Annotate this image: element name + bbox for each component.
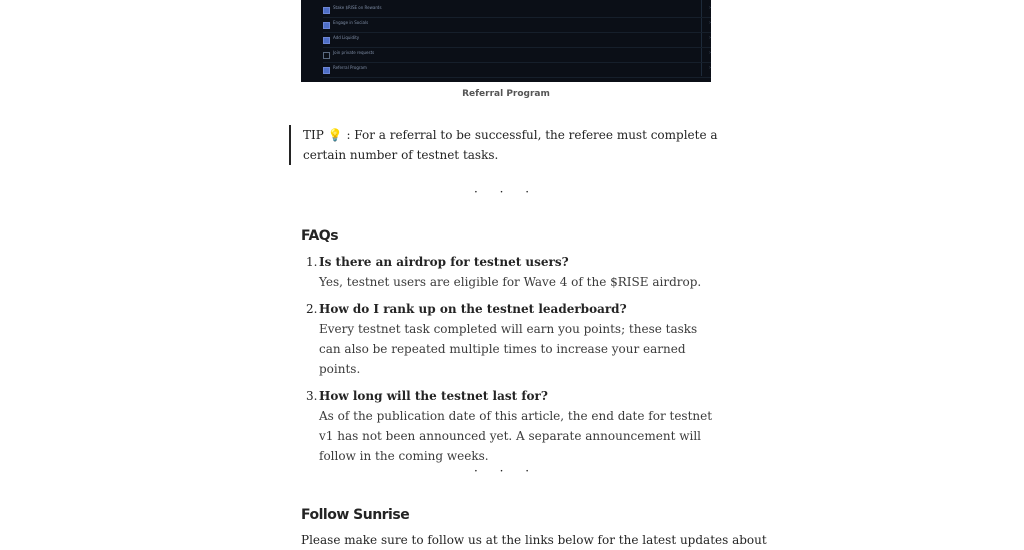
follow-paragraph: Please make sure to follow us at the links below for the latest updates about — [301, 533, 767, 547]
task-label: Join private requests — [333, 50, 375, 55]
figure-caption: Referral Program — [462, 89, 550, 99]
faq-answer: As of the publication date of this article, the end date for testnet v1 has not been announced yet. A separate announcement will follow in the coming weeks. — [319, 409, 713, 463]
tip-text: : For a referral to be successful, the referee must complete a certain number of testnet tasks. — [303, 128, 718, 162]
checkbox-checked-icon — [323, 37, 330, 44]
task-label: Engage in Socials — [333, 20, 369, 25]
faqs-heading: FAQs — [301, 228, 339, 244]
section-separator: · · · — [473, 464, 539, 478]
faq-answer: Yes, testnet users are eligible for Wave 4 of the $RISE airdrop. — [319, 275, 702, 289]
faq-question: How do I rank up on the testnet leaderboard? — [319, 302, 627, 316]
chevron-right-icon: › — [709, 20, 711, 26]
task-label: Stake $RISE on Rewards — [333, 5, 382, 10]
lightbulb-icon: 💡 — [327, 128, 343, 142]
faq-number: 3. — [306, 389, 318, 403]
task-row — [323, 17, 711, 33]
task-list-panel — [317, 0, 711, 76]
checkbox-empty-icon — [323, 52, 330, 59]
faq-answer: Every testnet task completed will earn you points; these tasks can also be repeated multiple times to increase your earned points. — [319, 322, 698, 376]
task-label: Referral Program — [333, 65, 367, 70]
checkbox-checked-icon — [323, 7, 330, 14]
task-row — [323, 32, 711, 48]
tip-label: TIP — [303, 128, 324, 142]
faq-number: 1. — [306, 255, 318, 269]
chevron-right-icon: › — [709, 65, 711, 71]
faq-item — [301, 252, 713, 292]
faq-question: How long will the testnet last for? — [319, 389, 548, 403]
faq-item — [301, 386, 713, 466]
chevron-right-icon: › — [709, 35, 711, 41]
faq-question: Is there an airdrop for testnet users? — [319, 255, 569, 269]
chevron-right-icon: › — [709, 5, 711, 11]
faq-number: 2. — [306, 302, 318, 316]
checkbox-checked-icon — [323, 67, 330, 74]
task-row — [323, 62, 711, 78]
task-row — [323, 2, 711, 18]
follow-heading: Follow Sunrise — [301, 507, 410, 523]
tip-blockquote — [289, 125, 723, 165]
referral-program-screenshot — [301, 0, 711, 82]
task-row — [323, 47, 711, 63]
faq-item — [301, 299, 713, 379]
faq-list — [301, 252, 713, 473]
section-separator: · · · — [473, 185, 539, 199]
checkbox-checked-icon — [323, 22, 330, 29]
task-label: Add Liquidity — [333, 35, 360, 40]
chevron-right-icon: › — [709, 50, 711, 56]
